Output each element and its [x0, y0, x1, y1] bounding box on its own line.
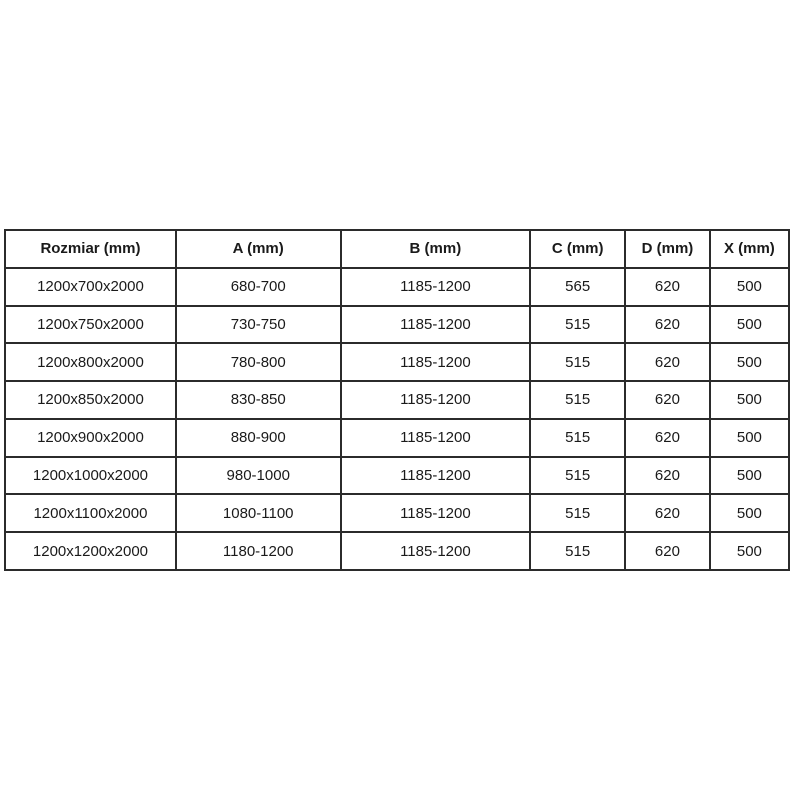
table-cell: 680-700 [176, 268, 341, 306]
header-row [5, 230, 789, 268]
table-header [5, 230, 789, 268]
table-cell: 500 [710, 494, 789, 532]
table-cell: 780-800 [176, 343, 341, 381]
table-row [5, 494, 789, 532]
table-row [5, 268, 789, 306]
table-cell: 1200x1200x2000 [5, 532, 176, 570]
header-cell-c: C (mm) [530, 230, 625, 268]
table-cell: 1185-1200 [341, 457, 531, 495]
table-row [5, 532, 789, 570]
table-row [5, 457, 789, 495]
table-row [5, 306, 789, 344]
table-cell: 1185-1200 [341, 419, 531, 457]
table-row [5, 419, 789, 457]
table-cell: 620 [625, 343, 710, 381]
table-cell: 1185-1200 [341, 268, 531, 306]
table-cell: 515 [530, 419, 625, 457]
table-body [5, 268, 789, 570]
table-cell: 500 [710, 306, 789, 344]
header-cell-b: B (mm) [341, 230, 531, 268]
size-spec-table-container [4, 229, 790, 569]
table-cell: 565 [530, 268, 625, 306]
table-cell: 620 [625, 268, 710, 306]
table-cell: 1185-1200 [341, 532, 531, 570]
table-cell: 515 [530, 494, 625, 532]
header-cell-a: A (mm) [176, 230, 341, 268]
table-cell: 1185-1200 [341, 306, 531, 344]
table-cell: 1200x1000x2000 [5, 457, 176, 495]
table-cell: 1185-1200 [341, 494, 531, 532]
header-cell-rozmiar: Rozmiar (mm) [5, 230, 176, 268]
table-cell: 515 [530, 306, 625, 344]
table-cell: 515 [530, 381, 625, 419]
table-cell: 1080-1100 [176, 494, 341, 532]
table-cell: 1200x850x2000 [5, 381, 176, 419]
table-cell: 620 [625, 306, 710, 344]
table-row [5, 381, 789, 419]
table-cell: 880-900 [176, 419, 341, 457]
table-cell: 1200x700x2000 [5, 268, 176, 306]
table-cell: 1185-1200 [341, 343, 531, 381]
table-cell: 500 [710, 381, 789, 419]
table-cell: 620 [625, 419, 710, 457]
table-cell: 620 [625, 381, 710, 419]
table-cell: 620 [625, 457, 710, 495]
table-row [5, 343, 789, 381]
table-cell: 1180-1200 [176, 532, 341, 570]
size-spec-table [4, 229, 790, 571]
table-cell: 500 [710, 268, 789, 306]
table-cell: 1200x1100x2000 [5, 494, 176, 532]
table-cell: 500 [710, 343, 789, 381]
table-cell: 500 [710, 532, 789, 570]
table-cell: 500 [710, 457, 789, 495]
table-cell: 1200x800x2000 [5, 343, 176, 381]
table-cell: 830-850 [176, 381, 341, 419]
table-cell: 730-750 [176, 306, 341, 344]
table-cell: 515 [530, 532, 625, 570]
table-cell: 620 [625, 532, 710, 570]
table-cell: 515 [530, 343, 625, 381]
header-cell-d: D (mm) [625, 230, 710, 268]
table-cell: 515 [530, 457, 625, 495]
table-cell: 980-1000 [176, 457, 341, 495]
table-cell: 1200x900x2000 [5, 419, 176, 457]
table-cell: 1185-1200 [341, 381, 531, 419]
header-cell-x: X (mm) [710, 230, 789, 268]
table-cell: 1200x750x2000 [5, 306, 176, 344]
table-cell: 620 [625, 494, 710, 532]
table-cell: 500 [710, 419, 789, 457]
